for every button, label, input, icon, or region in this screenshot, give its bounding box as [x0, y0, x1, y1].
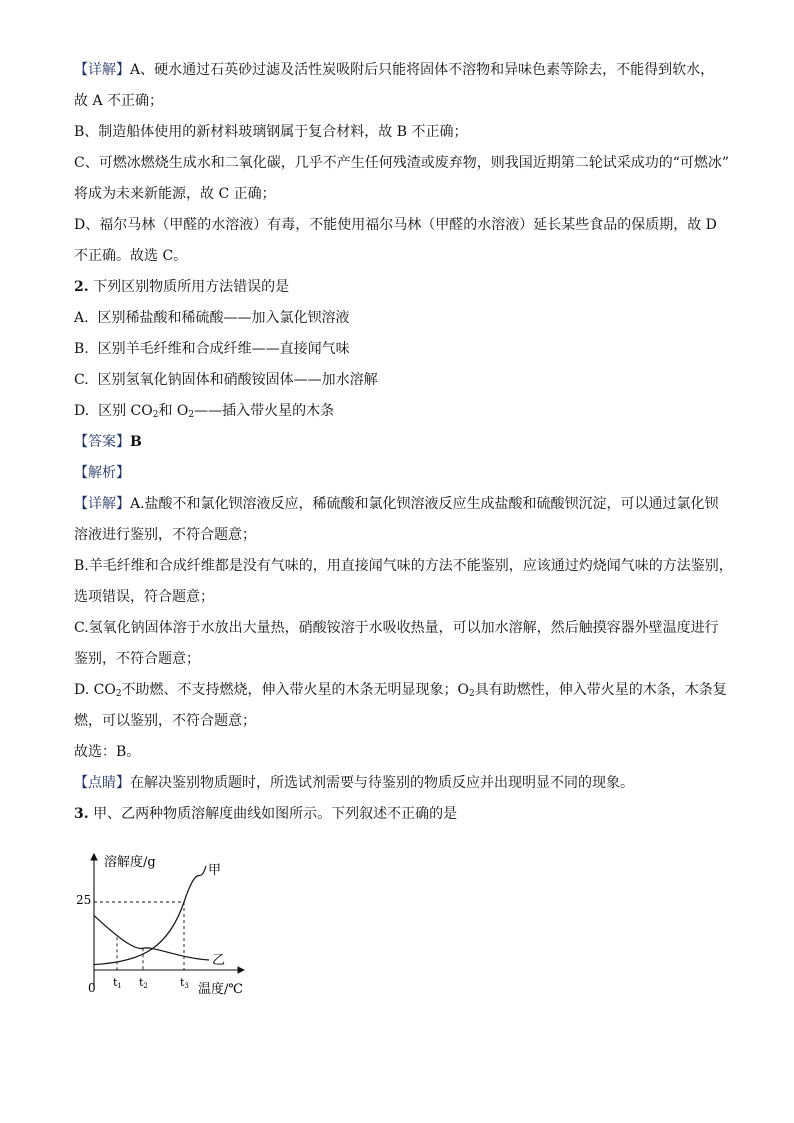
conclusion-line: 故选：B。 [74, 744, 141, 760]
x-tick-t1: t1 [113, 976, 122, 990]
document-body [74, 60, 734, 835]
detail-line: C、可燃冰燃烧生成水和二氧化碳，几乎不产生任何残渣或废弃物，则我国近期第二轮试采成功的“可燃冰” [74, 155, 730, 171]
curve-jia [94, 866, 206, 965]
option-d: D. 区别 $CO_2$和 $O_2——$插入带火星的木条 [74, 403, 335, 420]
detail-line: 燃，可以鉴别，不符合题意； [74, 713, 256, 729]
detail-line: 【详解】A、硬水通过石英砂过滤及活性炭吸附后只能将固体不溶物和异味色素等除去，不能得到软水， [74, 62, 715, 78]
detail-line: C.氢氧化钠固体溶于水放出大量热，硝酸铵溶于水吸收热量，可以加水溶解，然后触摸容器外壁温度进行 [74, 620, 719, 636]
x-tick-t2: t2 [139, 976, 148, 990]
option-c: C. 区别氢氧化钠固体和硝酸铵固体——加水溶解 [74, 372, 378, 388]
option-b: B. 区别羊毛纤维和合成纤维——直接闻气味 [74, 341, 350, 357]
curve-yi [94, 916, 209, 960]
detail-line: D、福尔马林（甲醛的水溶液）有毒，不能使用福尔马林（甲醛的水溶液）延长某些食品的保质期，故 D [74, 217, 717, 233]
question-number: 3. [74, 806, 89, 822]
answer-value: B [130, 434, 142, 450]
detail-line: 溶液进行鉴别，不符合题意； [74, 527, 256, 543]
answer-line [74, 432, 734, 452]
detail-tag: 【详解】 [74, 62, 130, 78]
tip-line: 【点睛】在解决鉴别物质题时，所选试剂需要与待鉴别的物质反应并出现明显不同的现象。 [74, 775, 634, 791]
detail-line: 不正确。故选 C。 [74, 248, 188, 264]
question-2-stem: 2. 下列区别物质所用方法错误的是 [74, 279, 290, 295]
x-tick-t3: t3 [180, 976, 189, 990]
detail-line: 选项错误，符合题意； [74, 589, 214, 605]
x-axis-label: 温度/℃ [198, 982, 243, 997]
detail-line: B.羊毛纤维和合成纤维都是没有气味的，用直接闻气味的方法不能鉴别，应该通过灼烧闻气味的方法鉴别， [74, 558, 733, 574]
solubility-chart [74, 846, 264, 1006]
series-label-yi: 乙 [212, 953, 226, 968]
analysis-tag: 【解析】 [74, 465, 130, 481]
detail-line: 故 A 不正确； [74, 93, 164, 109]
answer-tag: 【答案】 [74, 434, 130, 450]
tip-tag: 【点睛】 [74, 775, 130, 791]
option-a: A. 区别稀盐酸和稀硫酸——加入氯化钡溶液 [74, 310, 350, 326]
origin-label: 0 [88, 981, 96, 995]
detail-block-q1 [74, 60, 734, 80]
solubility-chart-svg [74, 846, 264, 1006]
detail-line: 将成为未来新能源，故 C 正确； [74, 186, 276, 202]
detail-line: B、制造船体使用的新材料玻璃钢属于复合材料，故 B 不正确； [74, 124, 468, 140]
question-3-stem: 3. 甲、乙两种物质溶解度曲线如图所示。下列叙述不正确的是 [74, 806, 458, 822]
detail-tag: 【详解】 [74, 496, 130, 512]
detail-line: 鉴别，不符合题意； [74, 651, 200, 667]
series-label-jia: 甲 [208, 863, 222, 878]
detail-line: D. $CO_2$不助燃、不支持燃烧，伸入带火星的木条无明显现象；$O_2$具有助燃性，伸入带火星的木条，木条复 [74, 682, 727, 699]
question-number: 2. [74, 279, 89, 295]
detail-line: 【详解】A.盐酸不和氯化钡溶液反应，稀硫酸和氯化钡溶液反应生成盐酸和硫酸钡沉淀，可以通过氯化钡 [74, 496, 719, 512]
y-axis-label: 溶解度/g [104, 855, 156, 870]
chart-marks [94, 863, 225, 990]
y-tick-25: 25 [76, 893, 92, 907]
